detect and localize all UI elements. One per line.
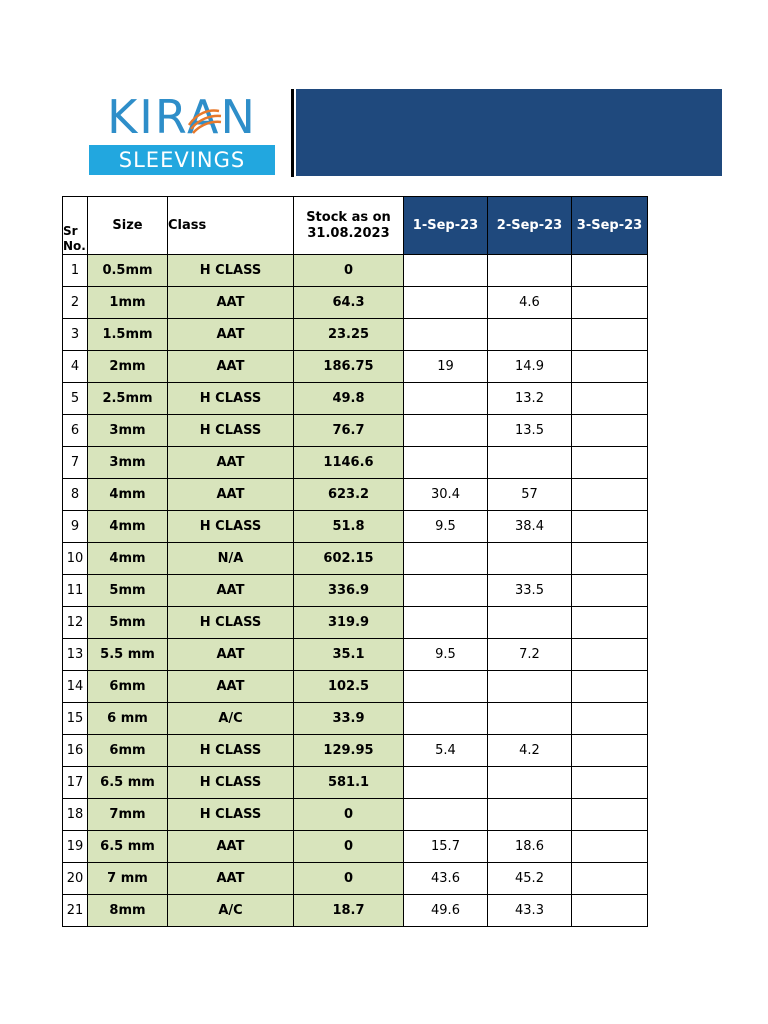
cell-date-3	[572, 863, 648, 895]
header-sr-line1: Sr	[63, 224, 78, 238]
cell-stock: 33.9	[294, 703, 404, 735]
cell-date-2: 33.5	[488, 575, 572, 607]
cell-date-3	[572, 895, 648, 927]
cell-sr-no: 13	[63, 639, 88, 671]
cell-sr-no: 20	[63, 863, 88, 895]
cell-date-2: 57	[488, 479, 572, 511]
cell-date-1	[404, 383, 488, 415]
cell-date-1: 15.7	[404, 831, 488, 863]
cell-stock: 64.3	[294, 287, 404, 319]
cell-sr-no: 2	[63, 287, 88, 319]
cell-date-2: 4.6	[488, 287, 572, 319]
cell-size: 8mm	[88, 895, 168, 927]
stock-table	[62, 196, 648, 927]
cell-stock: 129.95	[294, 735, 404, 767]
cell-size: 7 mm	[88, 863, 168, 895]
cell-date-1: 49.6	[404, 895, 488, 927]
cell-date-3	[572, 351, 648, 383]
table-row	[63, 479, 648, 511]
cell-date-1	[404, 319, 488, 351]
cell-sr-no: 9	[63, 511, 88, 543]
table-row	[63, 735, 648, 767]
cell-sr-no: 3	[63, 319, 88, 351]
cell-size: 6 mm	[88, 703, 168, 735]
cell-sr-no: 16	[63, 735, 88, 767]
table-row	[63, 511, 648, 543]
cell-date-1	[404, 671, 488, 703]
table-row	[63, 831, 648, 863]
cell-date-2	[488, 767, 572, 799]
table-row	[63, 351, 648, 383]
cell-class: H CLASS	[168, 511, 294, 543]
cell-date-2: 13.2	[488, 383, 572, 415]
cell-stock: 51.8	[294, 511, 404, 543]
cell-class: N/A	[168, 543, 294, 575]
cell-date-1	[404, 543, 488, 575]
cell-date-3	[572, 575, 648, 607]
table-row	[63, 319, 648, 351]
cell-stock: 319.9	[294, 607, 404, 639]
cell-size: 2mm	[88, 351, 168, 383]
cell-date-2: 45.2	[488, 863, 572, 895]
kiran-sleevings-logo	[89, 91, 275, 175]
header-stock	[294, 197, 404, 255]
cell-date-2	[488, 671, 572, 703]
cell-date-1	[404, 767, 488, 799]
table-row	[63, 383, 648, 415]
cell-class: A/C	[168, 703, 294, 735]
table-body	[63, 255, 648, 927]
table-row	[63, 671, 648, 703]
cell-date-3	[572, 735, 648, 767]
cell-date-2: 43.3	[488, 895, 572, 927]
cell-size: 6.5 mm	[88, 767, 168, 799]
cell-sr-no: 17	[63, 767, 88, 799]
cell-size: 3mm	[88, 447, 168, 479]
cell-class: H CLASS	[168, 799, 294, 831]
logo-wordmark-row	[89, 90, 275, 144]
header-date-1: 1-Sep-23	[404, 197, 488, 255]
table-row	[63, 287, 648, 319]
cell-date-2: 18.6	[488, 831, 572, 863]
cell-size: 5mm	[88, 607, 168, 639]
cell-stock: 76.7	[294, 415, 404, 447]
cell-date-3	[572, 543, 648, 575]
header-stock-line2: 31.08.2023	[307, 225, 390, 241]
cell-size: 4mm	[88, 543, 168, 575]
cell-date-2	[488, 703, 572, 735]
logo-subtitle: SLEEVINGS	[118, 148, 246, 172]
cell-date-3	[572, 479, 648, 511]
cell-date-3	[572, 799, 648, 831]
table-row	[63, 607, 648, 639]
cell-date-2	[488, 447, 572, 479]
cell-size: 2.5mm	[88, 383, 168, 415]
cell-date-2: 4.2	[488, 735, 572, 767]
cell-date-2	[488, 607, 572, 639]
cell-class: H CLASS	[168, 383, 294, 415]
cell-sr-no: 5	[63, 383, 88, 415]
header-class: Class	[168, 197, 294, 255]
cell-class: H CLASS	[168, 255, 294, 287]
cell-stock: 18.7	[294, 895, 404, 927]
header-date-3: 3-Sep-23	[572, 197, 648, 255]
cell-class: AAT	[168, 639, 294, 671]
cell-date-3	[572, 383, 648, 415]
cell-size: 0.5mm	[88, 255, 168, 287]
cell-class: AAT	[168, 863, 294, 895]
cell-stock: 336.9	[294, 575, 404, 607]
cell-date-2	[488, 543, 572, 575]
cell-class: A/C	[168, 895, 294, 927]
cell-sr-no: 1	[63, 255, 88, 287]
cell-date-3	[572, 767, 648, 799]
cell-size: 5.5 mm	[88, 639, 168, 671]
cell-stock: 0	[294, 863, 404, 895]
cell-date-3	[572, 703, 648, 735]
cell-date-1	[404, 255, 488, 287]
cell-sr-no: 19	[63, 831, 88, 863]
cell-date-1	[404, 607, 488, 639]
cell-stock: 623.2	[294, 479, 404, 511]
cell-date-1: 19	[404, 351, 488, 383]
cell-stock: 1146.6	[294, 447, 404, 479]
cell-stock: 0	[294, 255, 404, 287]
cell-class: H CLASS	[168, 415, 294, 447]
cell-stock: 581.1	[294, 767, 404, 799]
cell-sr-no: 10	[63, 543, 88, 575]
cell-size: 6mm	[88, 671, 168, 703]
cell-stock: 602.15	[294, 543, 404, 575]
logo-swoosh-icon	[185, 103, 223, 139]
cell-date-2: 7.2	[488, 639, 572, 671]
cell-sr-no: 4	[63, 351, 88, 383]
header-divider	[291, 89, 294, 177]
header-sr-line2: No.	[63, 239, 86, 253]
cell-date-3	[572, 319, 648, 351]
cell-stock: 23.25	[294, 319, 404, 351]
header-size: Size	[88, 197, 168, 255]
cell-size: 4mm	[88, 511, 168, 543]
cell-sr-no: 8	[63, 479, 88, 511]
cell-stock: 0	[294, 799, 404, 831]
table-row	[63, 703, 648, 735]
cell-stock: 102.5	[294, 671, 404, 703]
cell-class: H CLASS	[168, 767, 294, 799]
table-row	[63, 895, 648, 927]
table-row	[63, 767, 648, 799]
cell-date-2	[488, 799, 572, 831]
cell-date-3	[572, 607, 648, 639]
table-row	[63, 415, 648, 447]
table-row	[63, 543, 648, 575]
cell-class: AAT	[168, 575, 294, 607]
cell-sr-no: 7	[63, 447, 88, 479]
cell-size: 5mm	[88, 575, 168, 607]
cell-class: AAT	[168, 479, 294, 511]
cell-size: 6mm	[88, 735, 168, 767]
cell-date-2	[488, 255, 572, 287]
cell-sr-no: 14	[63, 671, 88, 703]
cell-sr-no: 21	[63, 895, 88, 927]
cell-class: AAT	[168, 287, 294, 319]
cell-date-3	[572, 831, 648, 863]
cell-size: 4mm	[88, 479, 168, 511]
cell-class: AAT	[168, 831, 294, 863]
cell-stock: 49.8	[294, 383, 404, 415]
table-row	[63, 639, 648, 671]
cell-date-1	[404, 575, 488, 607]
header-stock-line1: Stock as on	[306, 209, 391, 225]
cell-size: 7mm	[88, 799, 168, 831]
cell-sr-no: 18	[63, 799, 88, 831]
cell-date-3	[572, 287, 648, 319]
header-banner	[296, 89, 722, 176]
table-row	[63, 255, 648, 287]
cell-size: 1.5mm	[88, 319, 168, 351]
cell-class: H CLASS	[168, 735, 294, 767]
cell-stock: 0	[294, 831, 404, 863]
cell-date-1	[404, 703, 488, 735]
cell-date-1: 9.5	[404, 639, 488, 671]
cell-date-3	[572, 447, 648, 479]
cell-date-1: 5.4	[404, 735, 488, 767]
cell-date-1	[404, 415, 488, 447]
cell-date-3	[572, 415, 648, 447]
table-row	[63, 863, 648, 895]
cell-date-3	[572, 639, 648, 671]
logo-sub-band	[89, 145, 275, 175]
cell-class: AAT	[168, 671, 294, 703]
cell-date-2: 14.9	[488, 351, 572, 383]
header-date-2: 2-Sep-23	[488, 197, 572, 255]
cell-date-2: 38.4	[488, 511, 572, 543]
table-row	[63, 575, 648, 607]
cell-size: 6.5 mm	[88, 831, 168, 863]
table-row	[63, 799, 648, 831]
cell-stock: 186.75	[294, 351, 404, 383]
table-header-row	[63, 197, 648, 255]
cell-date-1: 9.5	[404, 511, 488, 543]
cell-sr-no: 12	[63, 607, 88, 639]
cell-class: AAT	[168, 351, 294, 383]
header-sr-no	[63, 197, 88, 255]
cell-date-3	[572, 511, 648, 543]
cell-sr-no: 15	[63, 703, 88, 735]
cell-sr-no: 6	[63, 415, 88, 447]
table-row	[63, 447, 648, 479]
cell-date-1	[404, 287, 488, 319]
cell-size: 3mm	[88, 415, 168, 447]
cell-class: H CLASS	[168, 607, 294, 639]
logo-wordmark: KIRAN	[107, 90, 257, 144]
cell-sr-no: 11	[63, 575, 88, 607]
cell-date-2	[488, 319, 572, 351]
cell-stock: 35.1	[294, 639, 404, 671]
cell-date-1: 43.6	[404, 863, 488, 895]
cell-date-1	[404, 799, 488, 831]
cell-date-3	[572, 671, 648, 703]
cell-date-2: 13.5	[488, 415, 572, 447]
cell-size: 1mm	[88, 287, 168, 319]
cell-class: AAT	[168, 447, 294, 479]
cell-date-3	[572, 255, 648, 287]
cell-date-1	[404, 447, 488, 479]
cell-class: AAT	[168, 319, 294, 351]
cell-date-1: 30.4	[404, 479, 488, 511]
